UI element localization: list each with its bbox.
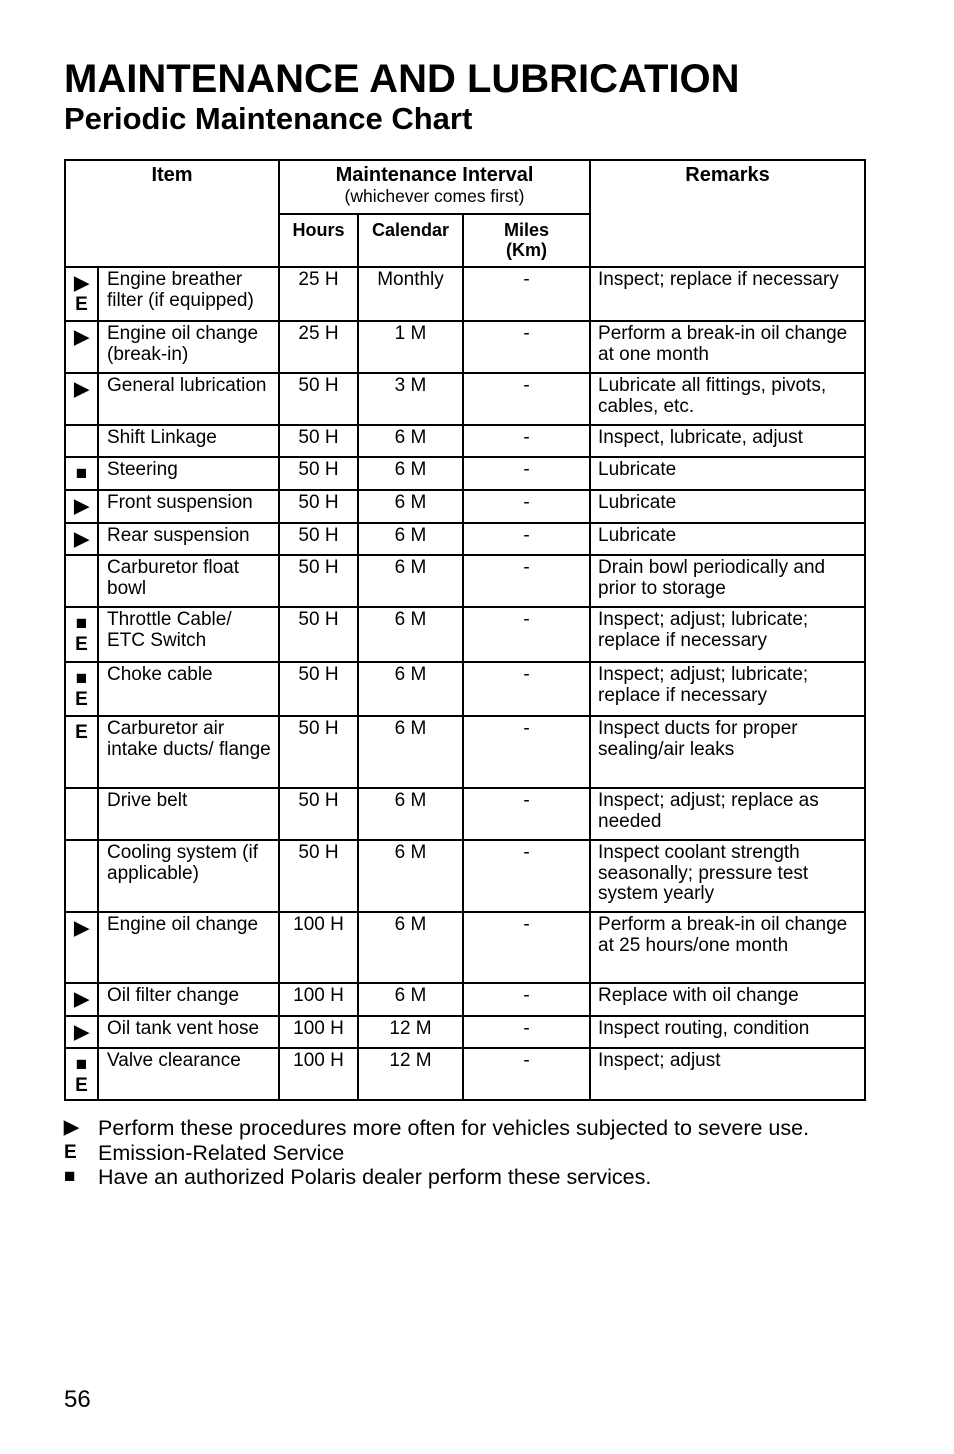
miles-cell: - — [463, 555, 590, 607]
miles-cell: - — [463, 425, 590, 457]
calendar-cell: 6 M — [358, 607, 463, 662]
legend-symbol: ■ — [64, 1166, 76, 1187]
item-cell: Carburetor air intake ducts/ flange — [98, 716, 279, 788]
item-cell: Front suspension — [98, 490, 279, 523]
remarks-cell: Inspect ducts for proper sealing/air leaks — [590, 716, 865, 788]
table-row — [65, 267, 865, 321]
service-symbols — [65, 425, 98, 457]
remarks-cell: Inspect; adjust; replace as needed — [590, 788, 865, 840]
table-row — [65, 523, 865, 555]
item-cell: Throttle Cable/ ETC Switch — [98, 607, 279, 662]
hours-cell: 50 H — [279, 555, 358, 607]
remarks-cell: Lubricate — [590, 490, 865, 523]
legend-symbol: E — [64, 1141, 77, 1163]
item-cell: Rear suspension — [98, 523, 279, 555]
remarks-cell: Inspect coolant strength seasonally; pressure test system yearly — [590, 840, 865, 912]
hours-cell: 50 H — [279, 490, 358, 523]
hours-cell: 50 H — [279, 373, 358, 425]
item-cell: Drive belt — [98, 788, 279, 840]
header-calendar: Calendar — [358, 214, 463, 267]
remarks-cell: Inspect; adjust; lubricate; replace if necessary — [590, 662, 865, 716]
service-symbols — [65, 321, 98, 373]
item-cell: General lubrication — [98, 373, 279, 425]
table-row — [65, 983, 865, 1016]
table-body — [65, 267, 865, 1100]
page-number: 56 — [64, 1386, 91, 1413]
service-symbols — [65, 716, 98, 788]
service-symbol: E — [75, 689, 88, 710]
calendar-cell: Monthly — [358, 267, 463, 321]
hours-cell: 50 H — [279, 425, 358, 457]
miles-cell: - — [463, 490, 590, 523]
service-symbol: ■ — [75, 668, 88, 689]
calendar-cell: 6 M — [358, 555, 463, 607]
legend-item — [64, 1141, 809, 1166]
legend-text: Emission-Related Service — [98, 1140, 345, 1165]
service-symbols — [65, 373, 98, 425]
service-symbol: E — [75, 1075, 88, 1096]
service-symbol: ▶ — [74, 273, 89, 294]
miles-cell: - — [463, 607, 590, 662]
miles-cell: - — [463, 267, 590, 321]
remarks-cell: Inspect; adjust; lubricate; replace if necessary — [590, 607, 865, 662]
table-row — [65, 1016, 865, 1048]
calendar-cell: 6 M — [358, 490, 463, 523]
service-symbols — [65, 457, 98, 490]
calendar-cell: 3 M — [358, 373, 463, 425]
item-cell: Engine oil change — [98, 912, 279, 983]
header-interval-note: (whichever comes first) — [344, 185, 525, 206]
hours-cell: 50 H — [279, 788, 358, 840]
calendar-cell: 6 M — [358, 840, 463, 912]
service-symbols — [65, 1048, 98, 1100]
item-cell: Oil tank vent hose — [98, 1016, 279, 1048]
calendar-cell: 6 M — [358, 457, 463, 490]
table-row — [65, 788, 865, 840]
hours-cell: 25 H — [279, 267, 358, 321]
remarks-cell: Drain bowl periodically and prior to storage — [590, 555, 865, 607]
remarks-cell: Inspect; replace if necessary — [590, 267, 865, 321]
item-cell: Oil filter change — [98, 983, 279, 1016]
service-symbols — [65, 607, 98, 662]
item-cell: Shift Linkage — [98, 425, 279, 457]
service-symbol: ▶ — [74, 327, 89, 348]
remarks-cell: Inspect; adjust — [590, 1048, 865, 1100]
legend-symbol: ▶ — [64, 1117, 79, 1138]
service-symbols — [65, 788, 98, 840]
item-cell: Cooling system (if applicable) — [98, 840, 279, 912]
remarks-cell: Lubricate — [590, 457, 865, 490]
table-row — [65, 912, 865, 983]
item-cell: Choke cable — [98, 662, 279, 716]
service-symbol: ▶ — [74, 379, 89, 400]
calendar-cell: 6 M — [358, 983, 463, 1016]
remarks-cell: Inspect, lubricate, adjust — [590, 425, 865, 457]
calendar-cell: 1 M — [358, 321, 463, 373]
service-symbol: ■ — [75, 1054, 88, 1075]
service-symbols — [65, 490, 98, 523]
miles-cell: - — [463, 321, 590, 373]
miles-cell: - — [463, 662, 590, 716]
miles-cell: - — [463, 912, 590, 983]
table-row — [65, 457, 865, 490]
hours-cell: 50 H — [279, 662, 358, 716]
calendar-cell: 6 M — [358, 912, 463, 983]
miles-cell: - — [463, 1048, 590, 1100]
hours-cell: 50 H — [279, 716, 358, 788]
hours-cell: 50 H — [279, 523, 358, 555]
table-row — [65, 490, 865, 523]
table-row — [65, 425, 865, 457]
hours-cell: 100 H — [279, 983, 358, 1016]
hours-cell: 100 H — [279, 1016, 358, 1048]
service-symbol: ▶ — [74, 529, 89, 550]
miles-cell: - — [463, 983, 590, 1016]
hours-cell: 50 H — [279, 607, 358, 662]
item-cell: Carburetor float bowl — [98, 555, 279, 607]
header-interval — [279, 160, 590, 214]
service-symbols — [65, 1016, 98, 1048]
hours-cell: 50 H — [279, 840, 358, 912]
item-cell: Steering — [98, 457, 279, 490]
legend-item — [64, 1116, 809, 1141]
table-row — [65, 373, 865, 425]
remarks-cell: Replace with oil change — [590, 983, 865, 1016]
header-item: Item — [65, 160, 279, 267]
service-symbol: ▶ — [74, 918, 89, 939]
item-cell: Engine oil change (break-in) — [98, 321, 279, 373]
table-row — [65, 840, 865, 912]
table-row — [65, 321, 865, 373]
page-subtitle: Periodic Maintenance Chart — [64, 101, 473, 136]
hours-cell: 25 H — [279, 321, 358, 373]
header-miles: Miles (Km) — [463, 214, 590, 267]
remarks-cell: Lubricate all fittings, pivots, cables, etc. — [590, 373, 865, 425]
remarks-cell: Inspect routing, condition — [590, 1016, 865, 1048]
miles-cell: - — [463, 1016, 590, 1048]
service-symbols — [65, 523, 98, 555]
table-row — [65, 555, 865, 607]
hours-cell: 100 H — [279, 1048, 358, 1100]
calendar-cell: 6 M — [358, 523, 463, 555]
calendar-cell: 12 M — [358, 1048, 463, 1100]
miles-cell: - — [463, 788, 590, 840]
calendar-cell: 12 M — [358, 1016, 463, 1048]
remarks-cell: Lubricate — [590, 523, 865, 555]
service-symbol: E — [75, 634, 88, 655]
service-symbol: E — [75, 294, 88, 315]
service-symbols — [65, 840, 98, 912]
calendar-cell: 6 M — [358, 425, 463, 457]
header-hours: Hours — [279, 214, 358, 267]
page-title: MAINTENANCE AND LUBRICATION — [64, 57, 740, 101]
miles-cell: - — [463, 523, 590, 555]
maintenance-table — [64, 159, 866, 1101]
service-symbols — [65, 912, 98, 983]
calendar-cell: 6 M — [358, 788, 463, 840]
hours-cell: 50 H — [279, 457, 358, 490]
legend-item — [64, 1165, 809, 1190]
item-cell: Engine breather filter (if equipped) — [98, 267, 279, 321]
miles-cell: - — [463, 373, 590, 425]
miles-cell: - — [463, 716, 590, 788]
table-row — [65, 1048, 865, 1100]
table-row — [65, 662, 865, 716]
service-symbols — [65, 983, 98, 1016]
header-remarks: Remarks — [590, 160, 865, 267]
service-symbol: ■ — [75, 613, 88, 634]
calendar-cell: 6 M — [358, 662, 463, 716]
service-symbol: E — [75, 722, 88, 743]
service-symbols — [65, 267, 98, 321]
legend-text: Perform these procedures more often for vehicles subjected to severe use. — [98, 1116, 810, 1140]
miles-cell: - — [463, 457, 590, 490]
remarks-cell: Perform a break-in oil change at one month — [590, 321, 865, 373]
hours-cell: 100 H — [279, 912, 358, 983]
service-symbol: ▶ — [74, 496, 89, 517]
service-symbol: ■ — [75, 463, 88, 484]
legend — [64, 1116, 809, 1190]
service-symbol: ▶ — [74, 1022, 89, 1043]
item-cell: Valve clearance — [98, 1048, 279, 1100]
service-symbols — [65, 662, 98, 716]
header-interval-label: Maintenance Interval — [335, 164, 534, 186]
table-row — [65, 607, 865, 662]
table-row — [65, 716, 865, 788]
service-symbol: ▶ — [74, 989, 89, 1010]
calendar-cell: 6 M — [358, 716, 463, 788]
legend-text: Have an authorized Polaris dealer perform these services. — [98, 1165, 652, 1189]
service-symbols — [65, 555, 98, 607]
remarks-cell: Perform a break-in oil change at 25 hours/one month — [590, 912, 865, 983]
miles-cell: - — [463, 840, 590, 912]
